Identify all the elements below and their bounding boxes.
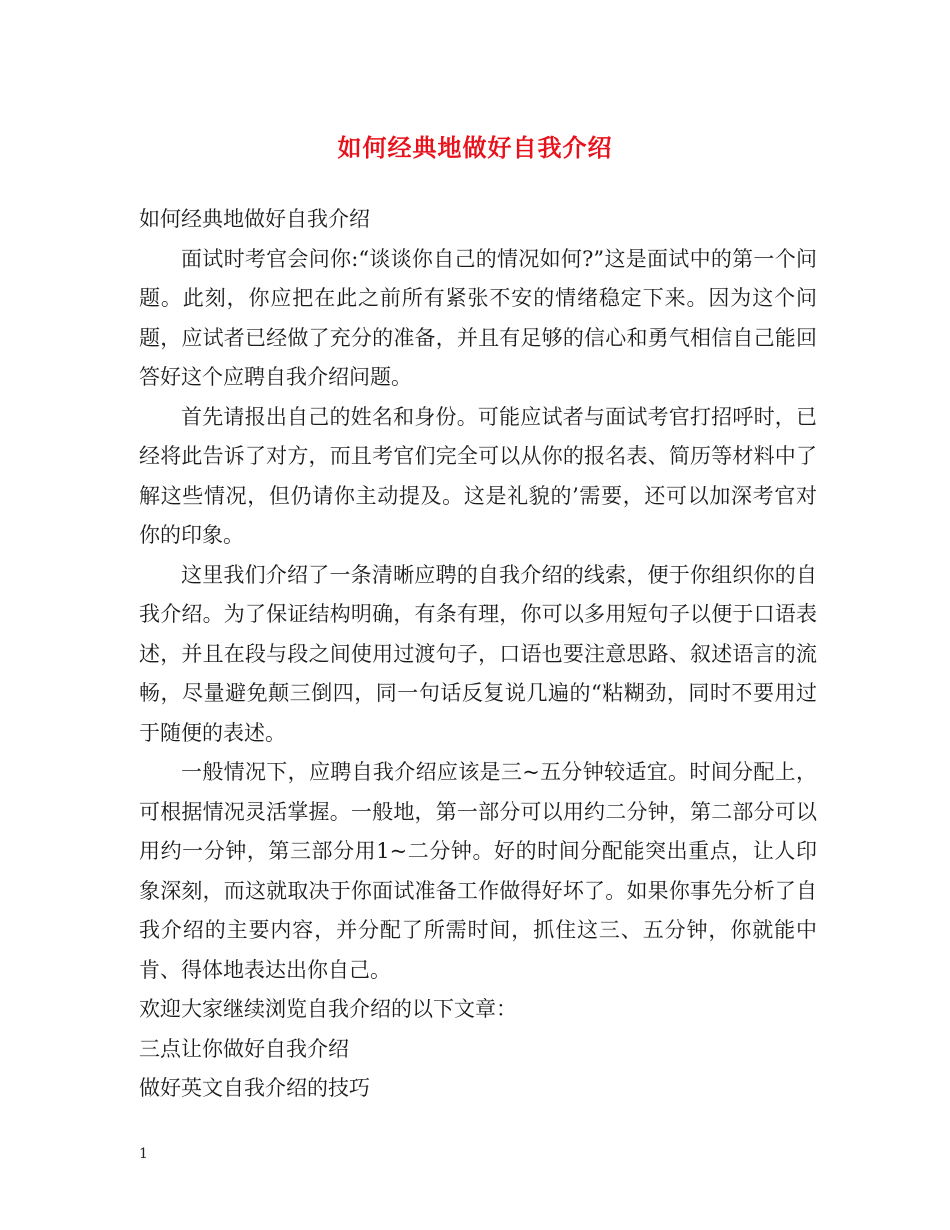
document-body: [139, 200, 817, 1109]
paragraph-1: 面试时考官会问你:“谈谈你自己的情况如何?”这是面试中的第一个问题。此刻，你应把在此之前所有紧张不安的情绪稳定下来。因为这个问题，应试者已经做了充分的准备，并且有足够的信心和勇气相信自己能回答好这个应聘自我介绍问题。: [139, 246, 817, 389]
paragraph-2: 首先请报出自己的姓名和身份。可能应试者与面试考官打招呼时，已经将此告诉了对方，而且考官们完全可以从你的报名表、简历等材料中了解这些情况，但仍请你主动提及。这是礼貌的’需要，还可以加深考官对你的印象。: [139, 404, 817, 547]
related-article-link-1[interactable]: 三点让你做好自我介绍: [139, 1036, 349, 1061]
related-article-link-2[interactable]: 做好英文自我介绍的技巧: [139, 1076, 370, 1100]
document-subtitle: 如何经典地做好自我介绍: [139, 207, 370, 231]
links-intro: 欢迎大家继续浏览自我介绍的以下文章：: [139, 997, 517, 1021]
paragraph-3: 这里我们介绍了一条清晰应聘的自我介绍的线索，便于你组织你的自我介绍。为了保证结构明确，有条有理，你可以多用短句子以便于口语表述，并且在段与段之间使用过渡句子，口语也要注意思路、叙述语言的流畅，尽量避免颠三倒四，同一句话反复说几遍的“粘糊劲，同时不要用过于随便的表述。: [139, 562, 817, 745]
document-title: 如何经典地做好自我介绍: [337, 133, 613, 162]
paragraph-4: 一般情况下，应聘自我介绍应该是三~五分钟较适宜。时间分配上，可根据情况灵活掌握。一般地，第一部分可以用约二分钟，第二部分可以用约一分钟，第三部分用1~二分钟。好的时间分配能突出重点，让人印象深刻，而这就取决于你面试准备工作做得好坏了。如果你事先分析了自我介绍的主要内容，并分配了所需时间，抓住这三、五分钟，你就能中肯、得体地表达出你自己。: [139, 760, 817, 982]
page-number: 1: [139, 1146, 148, 1162]
